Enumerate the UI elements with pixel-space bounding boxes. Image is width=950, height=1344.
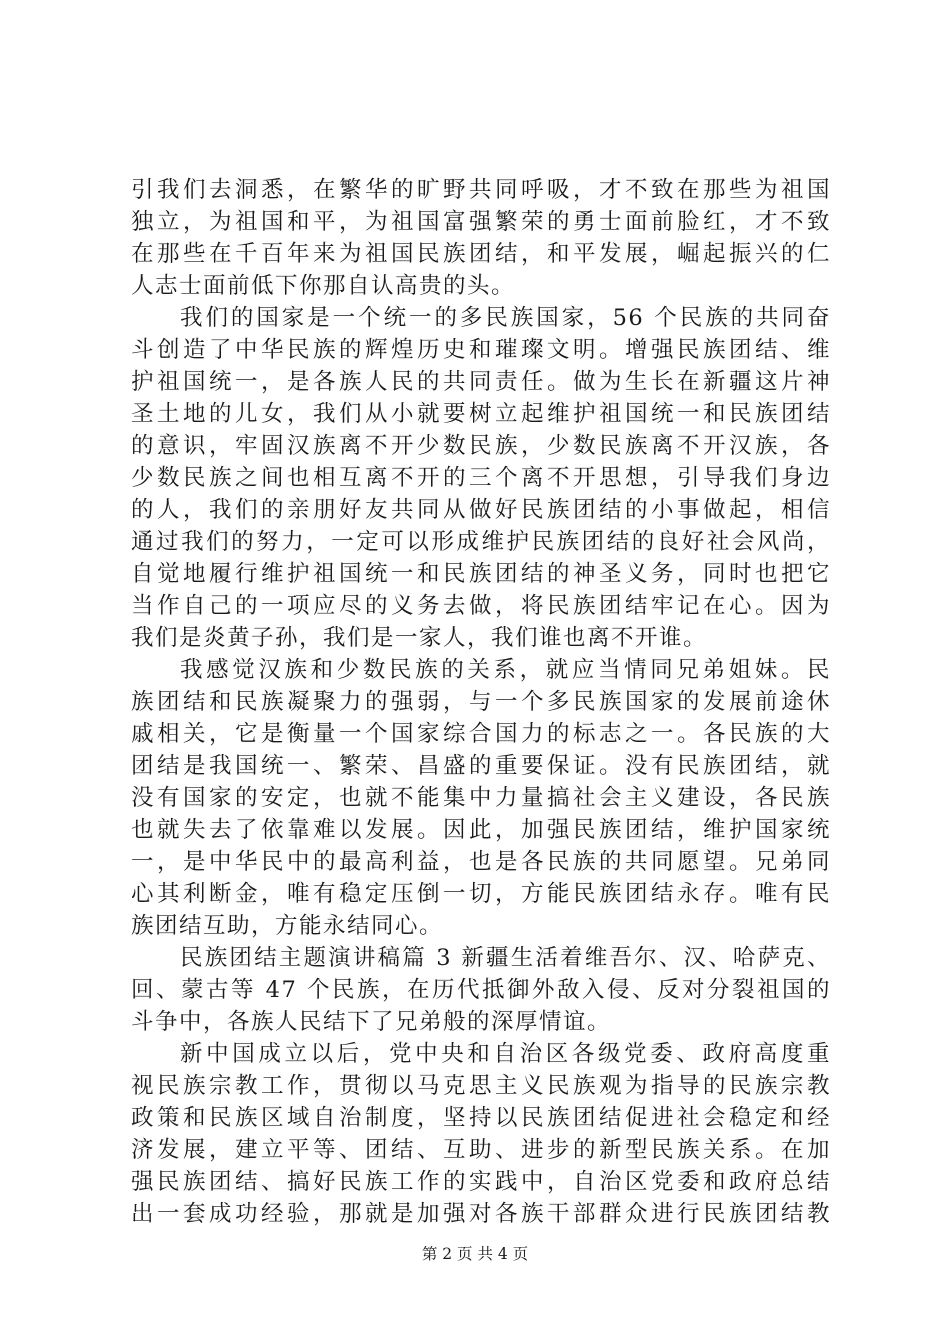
- text-line: 一，是中华民中的最高利益，也是各民族的共同愿望。兄弟同: [131, 849, 831, 875]
- text-line: 护祖国统一，是各族人民的共同责任。做为生长在新疆这片神: [131, 369, 831, 395]
- text-line: 视民族宗教工作，贯彻以马克思主义民族观为指导的民族宗教: [131, 1073, 831, 1099]
- text-line: 族团结和民族凝聚力的强弱，与一个多民族国家的发展前途休: [131, 689, 831, 715]
- text-line: 没有国家的安定，也就不能集中力量搞社会主义建设，各民族: [131, 785, 831, 811]
- text-line: 当作自己的一项应尽的义务去做，将民族团结牢记在心。因为: [131, 593, 831, 619]
- text-line: 心其利断金，唯有稳定压倒一切，方能民族团结永存。唯有民: [131, 881, 831, 907]
- text-line: 少数民族之间也相互离不开的三个离不开思想，引导我们身边: [131, 465, 831, 491]
- text-line: 自觉地履行维护祖国统一和民族团结的神圣义务，同时也把它: [131, 561, 831, 587]
- text-line: 圣土地的儿女，我们从小就要树立起维护祖国统一和民族团结: [131, 401, 831, 427]
- text-line: 戚相关，它是衡量一个国家综合国力的标志之一。各民族的大: [131, 721, 831, 747]
- text-line: 斗争中，各族人民结下了兄弟般的深厚情谊。: [131, 1009, 612, 1035]
- paragraph-first-line: 我们的国家是一个统一的多民族国家，56 个民族的共同奋: [180, 305, 831, 331]
- text-line: 回、蒙古等 47 个民族，在历代抵御外敌入侵、反对分裂祖国的: [131, 977, 831, 1003]
- text-line: 我们是炎黄子孙，我们是一家人，我们谁也离不开谁。: [131, 625, 708, 651]
- text-line: 人志士面前低下你那自认高贵的头。: [131, 273, 516, 299]
- text-line: 引我们去洞悉，在繁华的旷野共同呼吸，才不致在那些为祖国: [131, 177, 831, 203]
- document-body: [131, 174, 831, 1230]
- paragraph-first-line: 我感觉汉族和少数民族的关系，就应当情同兄弟姐妹。民: [180, 657, 831, 683]
- page-number-footer: 第 2 页 共 4 页: [421, 1245, 529, 1263]
- text-line: 的意识，牢固汉族离不开少数民族，少数民族离不开汉族，各: [131, 433, 831, 459]
- text-line: 通过我们的努力，一定可以形成维护民族团结的良好社会风尚，: [131, 529, 831, 555]
- text-line: 政策和民族区域自治制度，坚持以民族团结促进社会稳定和经: [131, 1105, 831, 1131]
- text-line: 团结是我国统一、繁荣、昌盛的重要保证。没有民族团结，就: [131, 753, 831, 779]
- text-line: 在那些在千百年来为祖国民族团结，和平发展，崛起振兴的仁: [131, 241, 831, 267]
- text-line: 斗创造了中华民族的辉煌历史和璀璨文明。增强民族团结、维: [131, 337, 831, 363]
- paragraph-first-line: 新中国成立以后，党中央和自治区各级党委、政府高度重: [180, 1041, 831, 1067]
- paragraph-first-line: 民族团结主题演讲稿篇 3 新疆生活着维吾尔、汉、哈萨克、: [180, 945, 831, 971]
- text-line: 强民族团结、搞好民族工作的实践中，自治区党委和政府总结: [131, 1169, 831, 1195]
- text-line: 的人，我们的亲朋好友共同从做好民族团结的小事做起，相信: [131, 497, 831, 523]
- text-line: 独立，为祖国和平，为祖国富强繁荣的勇士面前脸红，才不致: [131, 209, 831, 235]
- text-line: 出一套成功经验，那就是加强对各族干部群众进行民族团结教: [131, 1201, 831, 1227]
- text-line: 族团结互助，方能永结同心。: [131, 913, 444, 939]
- text-line: 也就失去了依靠难以发展。因此，加强民族团结，维护国家统: [131, 817, 831, 843]
- text-line: 济发展，建立平等、团结、互助、进步的新型民族关系。在加: [131, 1137, 831, 1163]
